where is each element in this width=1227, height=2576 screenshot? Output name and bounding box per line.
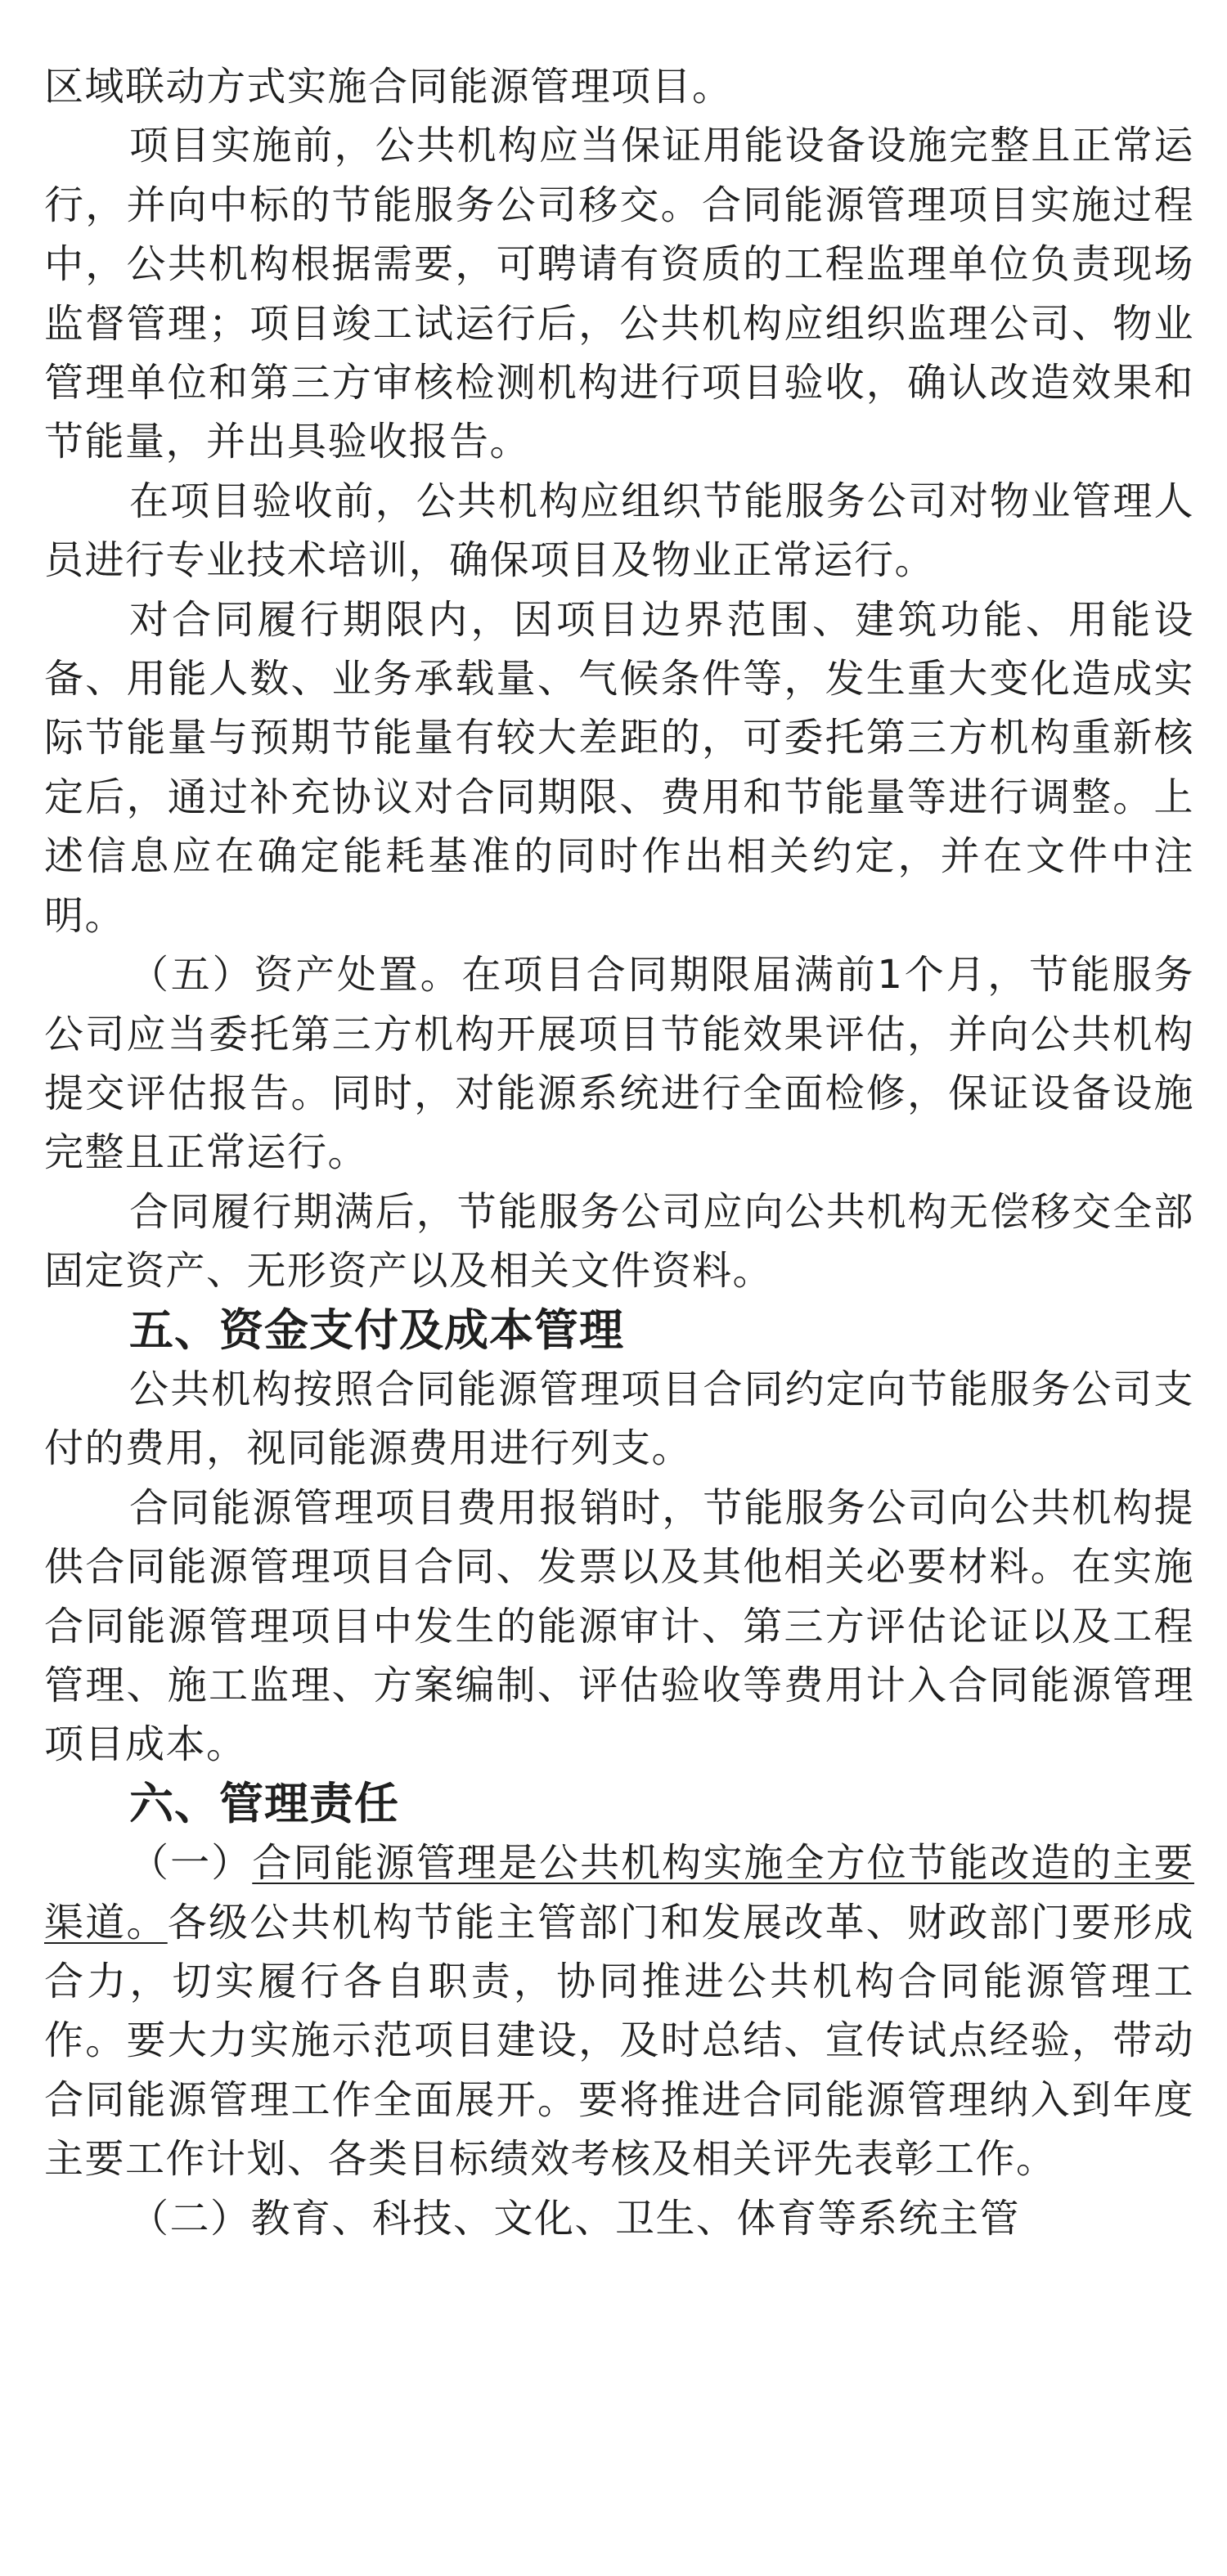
section-heading-funding: 五、资金支付及成本管理	[129, 1304, 624, 1356]
paragraph-asset-disposal: （五）资产处置。在项目合同期限届满前1个月，节能服务公司应当委托第三方机构开展项目节能效果评估，并向公共机构提交评估报告。同时，对能源系统进行全面检修，保证设备设施完整且正常运行。	[44, 952, 1194, 1176]
paragraph-main-channel	[44, 1833, 1194, 2188]
underlined-statement: 合同能源管理是公共机构实施全方位节能改造的主要渠道。	[44, 1840, 1194, 1945]
paragraph-body: 各级公共机构节能主管部门和发展改革、财政部门要形成合力，切实履行各自职责，协同推进公共机构合同能源管理工作。要大力实施示范项目建设，及时总结、宣传试点经验，带动合同能源管理工作全面展开。要将推进合同能源管理纳入到年度主要工作计划、各类目标绩效考核及相关评先表彰工作。	[44, 1899, 1194, 2183]
paragraph-sector-authorities: （二）教育、科技、文化、卫生、体育等系统主管	[129, 2195, 1021, 2242]
paragraph-prefix: （一）	[129, 1840, 253, 1887]
paragraph-continuation: 区域联动方式实施合同能源管理项目。	[44, 64, 733, 110]
paragraph-reimbursement: 合同能源管理项目费用报销时，节能服务公司向公共机构提供合同能源管理项目合同、发票以及其他相关必要材料。在实施合同能源管理项目中发生的能源审计、第三方评估论证以及工程管理、施工监理、方案编制、评估验收等费用计入合同能源管理项目成本。	[44, 1484, 1194, 1768]
paragraph-contract-adjustment: 对合同履行期限内，因项目边界范围、建筑功能、用能设备、用能人数、业务承载量、气候条件等，发生重大变化造成实际节能量与预期节能量有较大差距的，可委托第三方机构重新核定后，通过补充协议对合同期限、费用和节能量等进行调整。上述信息应在确定能耗基准的同时作出相关约定，并在文件中注明。	[44, 596, 1194, 939]
paragraph-training: 在项目验收前，公共机构应组织节能服务公司对物业管理人员进行专业技术培训，确保项目及物业正常运行。	[44, 478, 1194, 584]
paragraph-asset-transfer: 合同履行期满后，节能服务公司应向公共机构无偿移交全部固定资产、无形资产以及相关文件资料。	[44, 1188, 1194, 1295]
paragraph-project-implementation: 项目实施前，公共机构应当保证用能设备设施完整且正常运行，并向中标的节能服务公司移交。合同能源管理项目实施过程中，公共机构根据需要，可聘请有资质的工程监理单位负责现场监督管理；项目竣工试运行后，公共机构应组织监理公司、物业管理单位和第三方审核检测机构进行项目验收，确认改造效果和节能量，并出具验收报告。	[44, 123, 1194, 465]
paragraph-payment: 公共机构按照合同能源管理项目合同约定向节能服务公司支付的费用，视同能源费用进行列支。	[44, 1366, 1194, 1472]
section-heading-responsibility: 六、管理责任	[129, 1777, 399, 1829]
